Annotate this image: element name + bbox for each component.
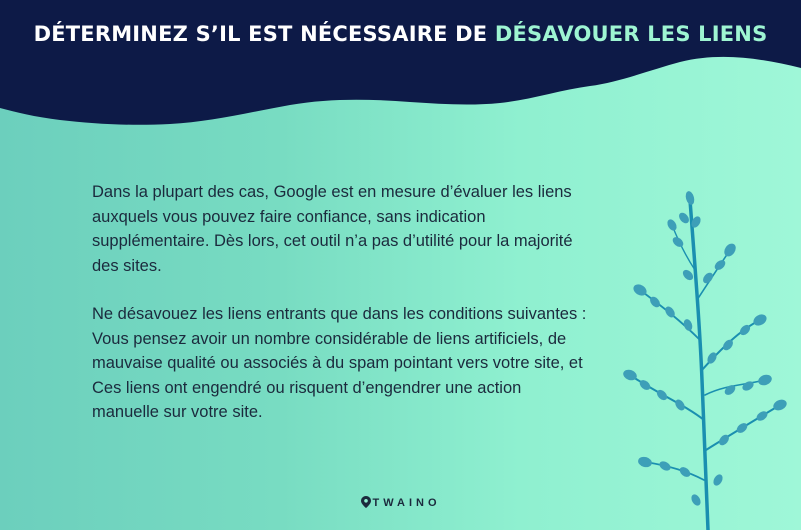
paragraph-conditions: Ne désavouez les liens entrants que dans les conditions suivantes : Vous pensez avoir un nombre considérable de liens artificiels, de mauvaise qualité ou associés à du spam pointant vers votre site, et Ces liens ont engendré ou risquent d’engendrer une action manuelle sur votre site. <box>92 305 587 421</box>
header-wave-banner <box>0 0 801 135</box>
page-title <box>0 22 801 46</box>
brand-name: TWAINO <box>372 497 441 509</box>
title-part-main: DÉTERMINEZ S’IL EST NÉCESSAIRE DE <box>33 22 488 46</box>
paragraph-intro: Dans la plupart des cas, Google est en mesure d’évaluer les liens auxquels vous pouvez faire confiance, sans indication supplémentaire. Dès lors, cet outil n’a pas d’utilité pour la majorité des sites. <box>92 183 573 275</box>
title-part-highlight: DÉSAVOUER LES LIENS <box>494 22 768 46</box>
map-pin-icon <box>361 496 371 508</box>
tree-illustration <box>600 180 800 530</box>
brand-logo <box>0 496 801 509</box>
content-block <box>92 180 592 449</box>
